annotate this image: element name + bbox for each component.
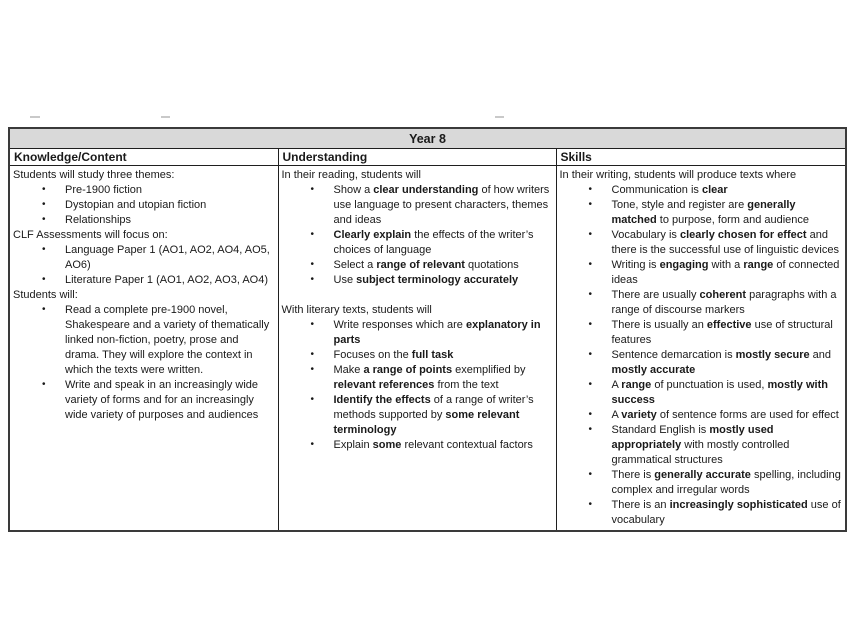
- table-body-row: [9, 166, 846, 532]
- text-run-group: There is generally accurate spelling, including complex and irregular words: [611, 469, 841, 496]
- text-run-group: Select a range of relevant quotations: [333, 259, 519, 271]
- bullet-marker: •: [310, 319, 315, 330]
- bullet-marker: •: [42, 214, 46, 225]
- bullet-marker: •: [42, 274, 46, 285]
- paragraph: [13, 288, 274, 303]
- cropped-text-artifact: [30, 116, 40, 118]
- column-header-knowledge-content: Knowledge/Content: [9, 149, 278, 166]
- bullet-item: [560, 288, 842, 318]
- blank-line: [282, 288, 552, 303]
- bullet-item: [282, 363, 552, 393]
- bullet-item: [560, 183, 842, 198]
- text-run-group: Students will:: [13, 289, 78, 301]
- bullet-item: [560, 318, 842, 348]
- text-run-group: Read a complete pre-1900 novel, Shakespeare and a variety of thematically linked non-fiction, poetry, prose and drama. They will explore the context in which the texts were written.: [65, 304, 270, 376]
- bullet-item: [560, 348, 842, 378]
- bullet-marker: •: [588, 289, 593, 300]
- text-run-group: Write and speak in an increasingly wide variety of forms and for an increasingly wide variety of purposes and audiences: [65, 379, 259, 421]
- bullet-item: [282, 258, 552, 273]
- text-run-group: Relationships: [65, 214, 132, 226]
- bullet-item: [282, 318, 552, 348]
- bullet-marker: •: [310, 394, 315, 405]
- text-run-group: Show a clear understanding of how writers use language to present characters, themes and ideas: [333, 184, 550, 226]
- column-skills: [556, 166, 846, 532]
- bullet-item: [560, 468, 842, 498]
- text-run-group: Students will study three themes:: [13, 169, 175, 181]
- bullet-marker: •: [588, 469, 593, 480]
- cropped-text-artifact: [161, 116, 170, 118]
- bullet-item: [560, 258, 842, 288]
- bullet-item: [13, 213, 274, 228]
- text-run-group: Dystopian and utopian fiction: [65, 199, 207, 211]
- text-run-group: With literary texts, students will: [281, 304, 432, 316]
- text-run-group: Standard English is mostly used appropriately with mostly controlled grammatical structures: [611, 424, 790, 466]
- bullet-marker: •: [42, 379, 46, 390]
- text-run-group: A range of punctuation is used, mostly with success: [611, 379, 828, 406]
- column-header-row: [9, 149, 846, 166]
- bullet-marker: •: [310, 229, 315, 240]
- paragraph: [560, 168, 842, 183]
- bullet-item: [13, 243, 274, 273]
- bullet-marker: •: [588, 319, 593, 330]
- bullet-marker: •: [588, 424, 593, 435]
- bullet-item: [13, 273, 274, 288]
- bullet-marker: •: [42, 199, 46, 210]
- bullet-item: [13, 198, 274, 213]
- bullet-marker: •: [588, 184, 593, 195]
- bullet-item: [560, 228, 842, 258]
- text-run-group: There is usually an effective use of structural features: [611, 319, 833, 346]
- text-run-group: CLF Assessments will focus on:: [13, 229, 168, 241]
- bullet-marker: •: [588, 379, 593, 390]
- bullet-item: [282, 438, 552, 453]
- column-header-understanding: Understanding: [278, 149, 556, 166]
- text-run-group: Writing is engaging with a range of connected ideas: [611, 259, 840, 286]
- bullet-marker: •: [42, 304, 46, 315]
- text-run-group: Focuses on the full task: [333, 349, 454, 361]
- text-run-group: Vocabulary is clearly chosen for effect and there is the successful use of linguistic devices: [611, 229, 839, 256]
- text-run-group: Use subject terminology accurately: [333, 274, 519, 286]
- bullet-item: [282, 228, 552, 258]
- text-run-group: Write responses which are explanatory in parts: [333, 319, 541, 346]
- bullet-marker: •: [310, 259, 315, 270]
- bullet-item: [282, 348, 552, 363]
- text-run-group: Communication is clear: [611, 184, 728, 196]
- bullet-marker: •: [588, 349, 593, 360]
- text-run-group: Explain some relevant contextual factors: [333, 439, 533, 451]
- year8-curriculum-table: [8, 127, 847, 532]
- bullet-marker: •: [588, 229, 593, 240]
- paragraph: [13, 228, 274, 243]
- paragraph: [282, 303, 552, 318]
- bullet-marker: •: [42, 244, 46, 255]
- bullet-marker: •: [588, 259, 593, 270]
- bullet-item: [13, 183, 274, 198]
- bullet-item: [560, 408, 842, 423]
- bullet-item: [282, 273, 552, 288]
- bullet-marker: •: [588, 499, 593, 510]
- bullet-item: [13, 303, 274, 378]
- text-run-group: Sentence demarcation is mostly secure and mostly accurate: [611, 349, 832, 376]
- text-run-group: Identify the effects of a range of writer’s methods supported by some relevant terminology: [333, 394, 534, 436]
- paragraph: [13, 168, 274, 183]
- column-header-skills: Skills: [556, 149, 846, 166]
- table-title-row: [9, 128, 846, 149]
- column-knowledge-content: [9, 166, 278, 532]
- text-run-group: Literature Paper 1 (AO1, AO2, AO3, AO4): [65, 274, 268, 286]
- bullet-marker: •: [310, 349, 315, 360]
- text-run-group: A variety of sentence forms are used for effect: [611, 409, 839, 421]
- table-title: Year 8: [9, 128, 846, 149]
- text-run-group: Clearly explain the effects of the writer’s choices of language: [333, 229, 534, 256]
- bullet-marker: •: [310, 364, 315, 375]
- bullet-item: [560, 498, 842, 528]
- cropped-text-artifact: [495, 116, 504, 118]
- bullet-marker: •: [310, 184, 315, 195]
- bullet-marker: •: [42, 184, 46, 195]
- bullet-item: [560, 378, 842, 408]
- bullet-item: [282, 393, 552, 438]
- bullet-item: [282, 183, 552, 228]
- bullet-item: [13, 378, 274, 423]
- bullet-item: [560, 198, 842, 228]
- text-run-group: Tone, style and register are generally matched to purpose, form and audience: [611, 199, 810, 226]
- bullet-marker: •: [588, 409, 593, 420]
- bullet-marker: •: [310, 274, 315, 285]
- text-run-group: In their reading, students will: [281, 169, 421, 181]
- text-run-group: In their writing, students will produce texts where: [559, 169, 797, 181]
- text-run-group: Pre-1900 fiction: [65, 184, 143, 196]
- bullet-item: [560, 423, 842, 468]
- paragraph: [282, 168, 552, 183]
- text-run-group: Language Paper 1 (AO1, AO2, AO4, AO5, AO6): [65, 244, 270, 271]
- column-understanding: [278, 166, 556, 532]
- text-run-group: There are usually coherent paragraphs with a range of discourse markers: [611, 289, 837, 316]
- bullet-marker: •: [310, 439, 315, 450]
- bullet-marker: •: [588, 199, 593, 210]
- text-run-group: Make a range of points exemplified by relevant references from the text: [333, 364, 526, 391]
- text-run-group: There is an increasingly sophisticated use of vocabulary: [611, 499, 841, 526]
